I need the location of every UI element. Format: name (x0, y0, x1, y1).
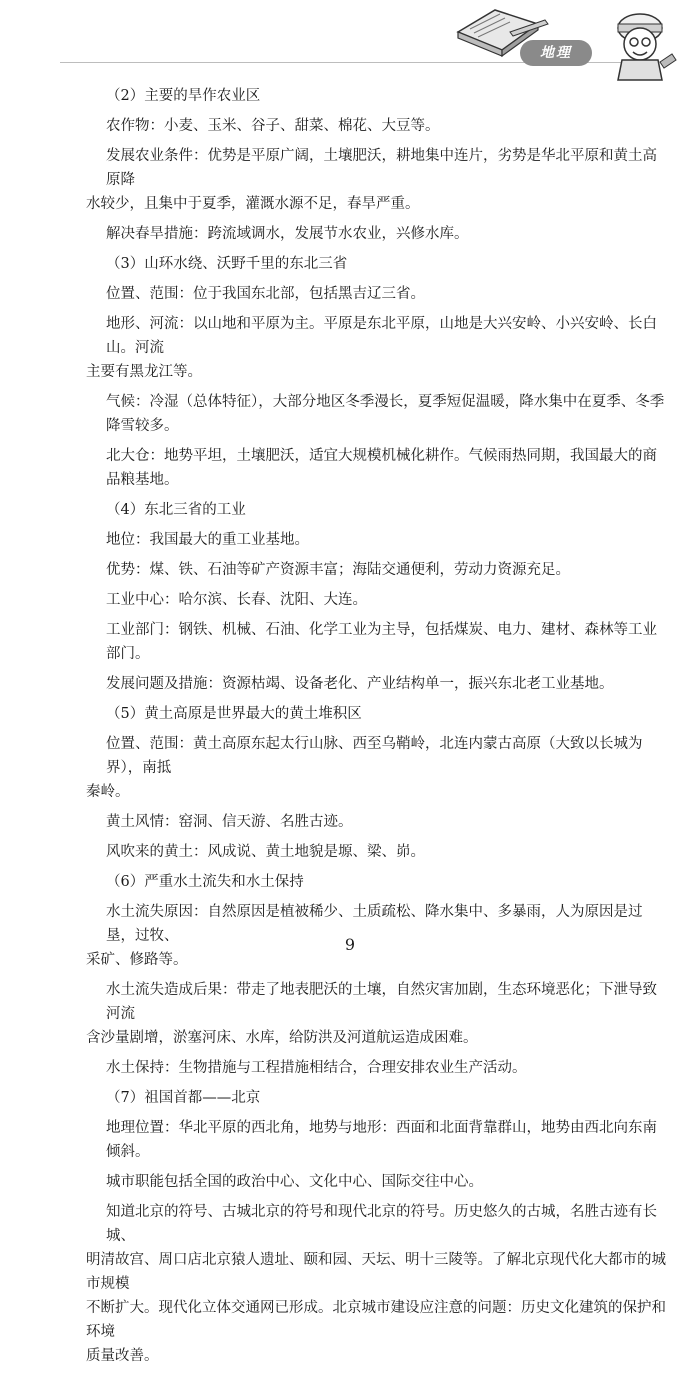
text-loess-customs: 黄土风情：窑洞、信天游、名胜古迹。 (106, 814, 353, 830)
text-line: 采矿、修路等。 (86, 952, 188, 968)
text-line: 位置、范围：黄土高原东起太行山脉、西至乌鞘岭，北连内蒙古高原（大致以长城为界），南抵 (106, 736, 643, 776)
text-granary: 北大仓：地势平坦，土壤肥沃，适宜大规模机械化耕作。气候雨热同期，我国最大的商品粮基地。 (106, 448, 657, 488)
page-number: 9 (344, 935, 356, 954)
text-line: 不断扩大。现代化立体交通网已形成。北京城市建设应注意的问题：历史文化建筑的保护和环境 (86, 1300, 666, 1340)
text-line: 质量改善。 (86, 1348, 159, 1364)
text-erosion-consequences (86, 978, 666, 1050)
subject-badge: 地理 (520, 40, 592, 66)
heading-soil-erosion: （6）严重水土流失和水土保持 (106, 874, 304, 890)
text-line: 地形、河流：以山地和平原为主。平原是东北平原，山地是大兴安岭、小兴安岭、长白山。河流 (106, 316, 657, 356)
text-line: 水土流失造成后果：带走了地表肥沃的土壤，自然灾害加剧，生态环境恶化；下泄导致河流 (106, 982, 657, 1022)
text-problems-measures: 发展问题及措施：资源枯竭、设备老化、产业结构单一，振兴东北老工业基地。 (106, 676, 614, 692)
text-city-functions: 城市职能包括全国的政治中心、文化中心、国际交往中心。 (106, 1174, 483, 1190)
text-line: 秦岭。 (86, 784, 130, 800)
text-loess-location (86, 732, 666, 804)
text-location-northeast: 位置、范围：位于我国东北部，包括黑吉辽三省。 (106, 286, 425, 302)
text-status: 地位：我国最大的重工业基地。 (106, 532, 309, 548)
text-line: 知道北京的符号、古城北京的符号和现代北京的符号。历史悠久的古城，名胜古迹有长城、 (106, 1204, 657, 1244)
text-line: 发展农业条件：优势是平原广阔，土壤肥沃，耕地集中连片，劣势是华北平原和黄土高原降 (106, 148, 657, 188)
text-beijing-symbols (86, 1200, 666, 1368)
text-line: 水土流失原因：自然原因是植被稀少、土质疏松、降水集中、多暴雨，人为原因是过垦，过牧、 (106, 904, 643, 944)
text-drought-measures: 解决春旱措施：跨流域调水，发展节水农业，兴修水库。 (106, 226, 469, 242)
text-line: 水较少，且集中于夏季，灌溉水源不足，春旱严重。 (86, 196, 420, 212)
heading-northeast: （3）山环水绕、沃野千里的东北三省 (106, 256, 348, 272)
heading-dry-farming: （2）主要的旱作农业区 (106, 88, 261, 104)
text-line: 含沙量剧增，淤塞河床、水库，给防洪及河道航运造成困难。 (86, 1030, 478, 1046)
text-advantages: 优势：煤、铁、石油等矿产资源丰富；海陆交通便利，劳动力资源充足。 (106, 562, 570, 578)
text-crops: 农作物：小麦、玉米、谷子、甜菜、棉花、大豆等。 (106, 118, 440, 134)
text-industrial-centers: 工业中心：哈尔滨、长春、沈阳、大连。 (106, 592, 367, 608)
text-wind-loess: 风吹来的黄土：风成说、黄土地貌是塬、梁、峁。 (106, 844, 425, 860)
text-climate: 气候：冷湿（总体特征），大部分地区冬季漫长，夏季短促温暖，降水集中在夏季、冬季降雪较多。 (106, 394, 665, 434)
text-farming-conditions (86, 144, 666, 216)
heading-industry: （4）东北三省的工业 (106, 502, 246, 518)
heading-beijing: （7）祖国首都——北京 (106, 1090, 261, 1106)
text-line: 主要有黑龙江等。 (86, 364, 202, 380)
text-industrial-sectors: 工业部门：钢铁、机械、石油、化学工业为主导，包括煤炭、电力、建材、森林等工业部门。 (106, 622, 657, 662)
text-terrain-rivers (86, 312, 666, 384)
text-beijing-location: 地理位置：华北平原的西北角，地势与地形：西面和北面背靠群山，地势由西北向东南倾斜。 (106, 1120, 657, 1160)
heading-loess: （5）黄土高原是世界最大的黄土堆积区 (106, 706, 362, 722)
text-soil-conservation: 水土保持：生物措施与工程措施相结合，合理安排农业生产活动。 (106, 1060, 527, 1076)
cartoon-student-icon (600, 2, 680, 82)
text-line: 明清故宫、周口店北京猿人遗址、颐和园、天坛、明十三陵等。了解北京现代化大都市的城市规模 (86, 1252, 666, 1292)
page-header (0, 0, 700, 78)
page-content (86, 84, 666, 1374)
